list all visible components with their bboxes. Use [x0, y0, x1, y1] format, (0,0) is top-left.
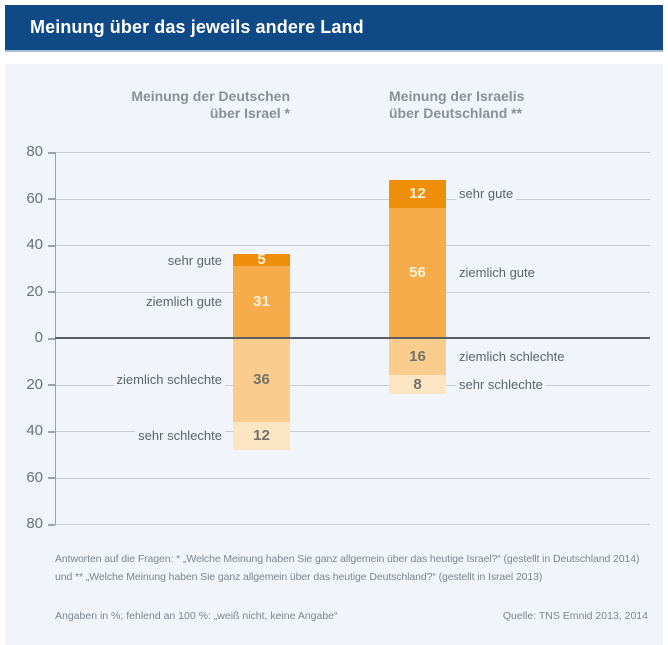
column-header-right [389, 88, 524, 122]
segment-value-label: 12 [253, 426, 270, 444]
footnote-line2: und ** „Welche Meinung haben Sie ganz allgemein über das heutige Deutschland?“ (gestellt in Israel 2013) [55, 571, 543, 583]
segment-category-label: ziemlich schlechte [114, 371, 226, 388]
gridline [55, 152, 650, 153]
y-tick-label: 60 [26, 189, 43, 207]
gridline [55, 292, 650, 293]
segment-value-label: 16 [409, 347, 426, 365]
column-header-left [131, 88, 290, 122]
y-tick-mark [48, 431, 55, 433]
y-tick-mark [48, 384, 55, 386]
segment-value-label: 31 [253, 292, 270, 310]
segment-value-label: 5 [257, 251, 266, 269]
source-credit: Quelle: TNS Emnid 2013, 2014 [502, 610, 648, 622]
gridline [55, 245, 650, 246]
segment-value-label: 56 [409, 263, 426, 281]
segment-category-label: ziemlich gute [143, 293, 225, 310]
segment-category-label: sehr gute [456, 185, 516, 202]
segment-value-label: 8 [413, 375, 422, 393]
y-tick-mark [48, 245, 55, 247]
y-tick-label: 20 [26, 375, 43, 393]
zero-axis-line [55, 337, 650, 339]
footnote-line1: Antworten auf die Fragen: * „Welche Meinung haben Sie ganz allgemein über das heutige Israel?“ (gestellt in Deutschland 2014) [55, 553, 640, 565]
y-tick-mark [48, 198, 55, 200]
y-tick-label: 40 [26, 422, 43, 439]
y-tick-label: 80 [26, 143, 43, 160]
gridline [55, 199, 650, 200]
y-tick-label: 80 [26, 515, 43, 532]
y-tick-mark [48, 338, 55, 340]
segment-value-label: 12 [409, 184, 426, 202]
column-header-right-line2: über Deutschland ** [389, 105, 523, 121]
segment-category-label: sehr schlechte [135, 427, 225, 444]
segment-value-label: 36 [253, 370, 270, 388]
column-header-right-line1: Meinung der Israelis [389, 88, 525, 104]
y-tick-mark [48, 477, 55, 479]
y-tick-mark [48, 291, 55, 293]
y-tick-mark [48, 152, 55, 154]
segment-category-label: sehr gute [165, 252, 225, 269]
header-bar [5, 5, 663, 52]
footnote-block [55, 550, 655, 586]
y-tick-mark [48, 524, 55, 526]
page-title: Meinung über das jeweils andere Land [30, 17, 364, 37]
y-tick-label: 20 [26, 282, 43, 300]
chart-panel [5, 64, 663, 645]
plot-area [5, 143, 663, 532]
gridline [55, 524, 650, 525]
column-header-left-line1: Meinung der Deutschen [131, 88, 290, 104]
y-tick-label: 0 [34, 329, 43, 346]
segment-category-label: sehr schlechte [456, 376, 546, 393]
column-header-left-line2: über Israel * [209, 105, 290, 121]
gridline [55, 478, 650, 479]
segment-category-label: ziemlich schlechte [456, 348, 568, 365]
segment-category-label: ziemlich gute [456, 264, 538, 281]
y-tick-label: 60 [26, 468, 43, 486]
y-tick-label: 40 [26, 236, 43, 253]
percent-note: Angaben in %; fehlend an 100 %: „weiß nicht, keine Angabe“ [55, 610, 338, 622]
